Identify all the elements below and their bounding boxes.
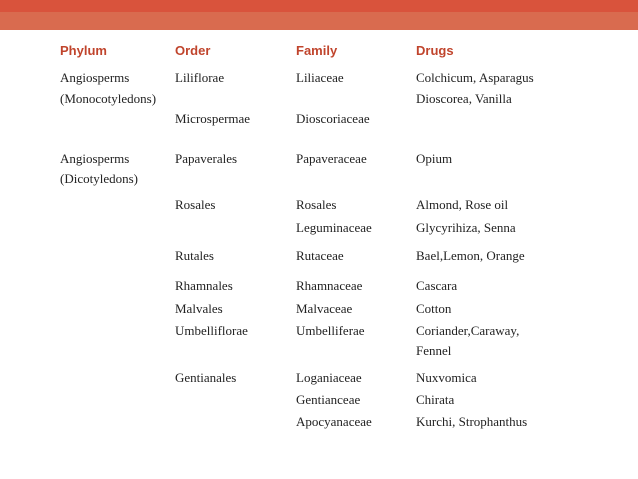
cell-drugs: Colchicum, Asparagus bbox=[416, 70, 534, 85]
cell-drugs: Nuxvomica bbox=[416, 370, 477, 385]
cell-drugs: Bael,Lemon, Orange bbox=[416, 248, 525, 263]
cell-drugs: Coriander,Caraway, bbox=[416, 323, 520, 338]
cell-drugs: Almond, Rose oil bbox=[416, 197, 509, 212]
cell-order: Rhamnales bbox=[175, 278, 233, 293]
cell-order: Rosales bbox=[175, 197, 216, 212]
cell-order: Liliflorae bbox=[175, 70, 225, 85]
cell-family: Liliaceae bbox=[296, 70, 344, 85]
cell-family: Leguminaceae bbox=[296, 220, 372, 235]
header-drugs: Drugs bbox=[416, 43, 454, 58]
cell-order: Microspermae bbox=[175, 111, 251, 126]
cell-phylum: (Monocotyledons) bbox=[60, 91, 157, 106]
header-family: Family bbox=[296, 43, 338, 58]
cell-drugs: Fennel bbox=[416, 343, 452, 358]
cell-family: Rhamnaceae bbox=[296, 278, 363, 293]
cell-family: Umbelliferae bbox=[296, 323, 365, 338]
cell-drugs: Glycyrihiza, Senna bbox=[416, 220, 516, 235]
header-order: Order bbox=[175, 43, 211, 58]
cell-drugs: Kurchi, Strophanthus bbox=[416, 414, 528, 429]
cell-order: Umbelliflorae bbox=[175, 323, 248, 338]
cell-order: Rutales bbox=[175, 248, 214, 263]
cell-drugs: Opium bbox=[416, 151, 453, 166]
cell-drugs: Cascara bbox=[416, 278, 458, 293]
top-accent-bar bbox=[0, 0, 638, 12]
cell-family: Dioscoriaceae bbox=[296, 111, 370, 126]
cell-drugs: Dioscorea, Vanilla bbox=[416, 91, 512, 106]
cell-phylum: Angiosperms bbox=[60, 70, 130, 85]
cell-family: Loganiaceae bbox=[296, 370, 362, 385]
cell-family: Malvaceae bbox=[296, 301, 353, 316]
top-accent-strip bbox=[0, 12, 638, 30]
cell-drugs: Chirata bbox=[416, 392, 455, 407]
cell-order: Malvales bbox=[175, 301, 223, 316]
cell-drugs: Cotton bbox=[416, 301, 452, 316]
cell-phylum: Angiosperms bbox=[60, 151, 130, 166]
cell-family: Rutaceae bbox=[296, 248, 344, 263]
cell-family: Rosales bbox=[296, 197, 337, 212]
cell-order: Papaverales bbox=[175, 151, 238, 166]
cell-family: Apocyanaceae bbox=[296, 414, 372, 429]
cell-family: Papaveraceae bbox=[296, 151, 367, 166]
cell-family: Gentianceae bbox=[296, 392, 361, 407]
cell-phylum: (Dicotyledons) bbox=[60, 171, 138, 186]
cell-order: Gentianales bbox=[175, 370, 237, 385]
header-phylum: Phylum bbox=[60, 43, 107, 58]
